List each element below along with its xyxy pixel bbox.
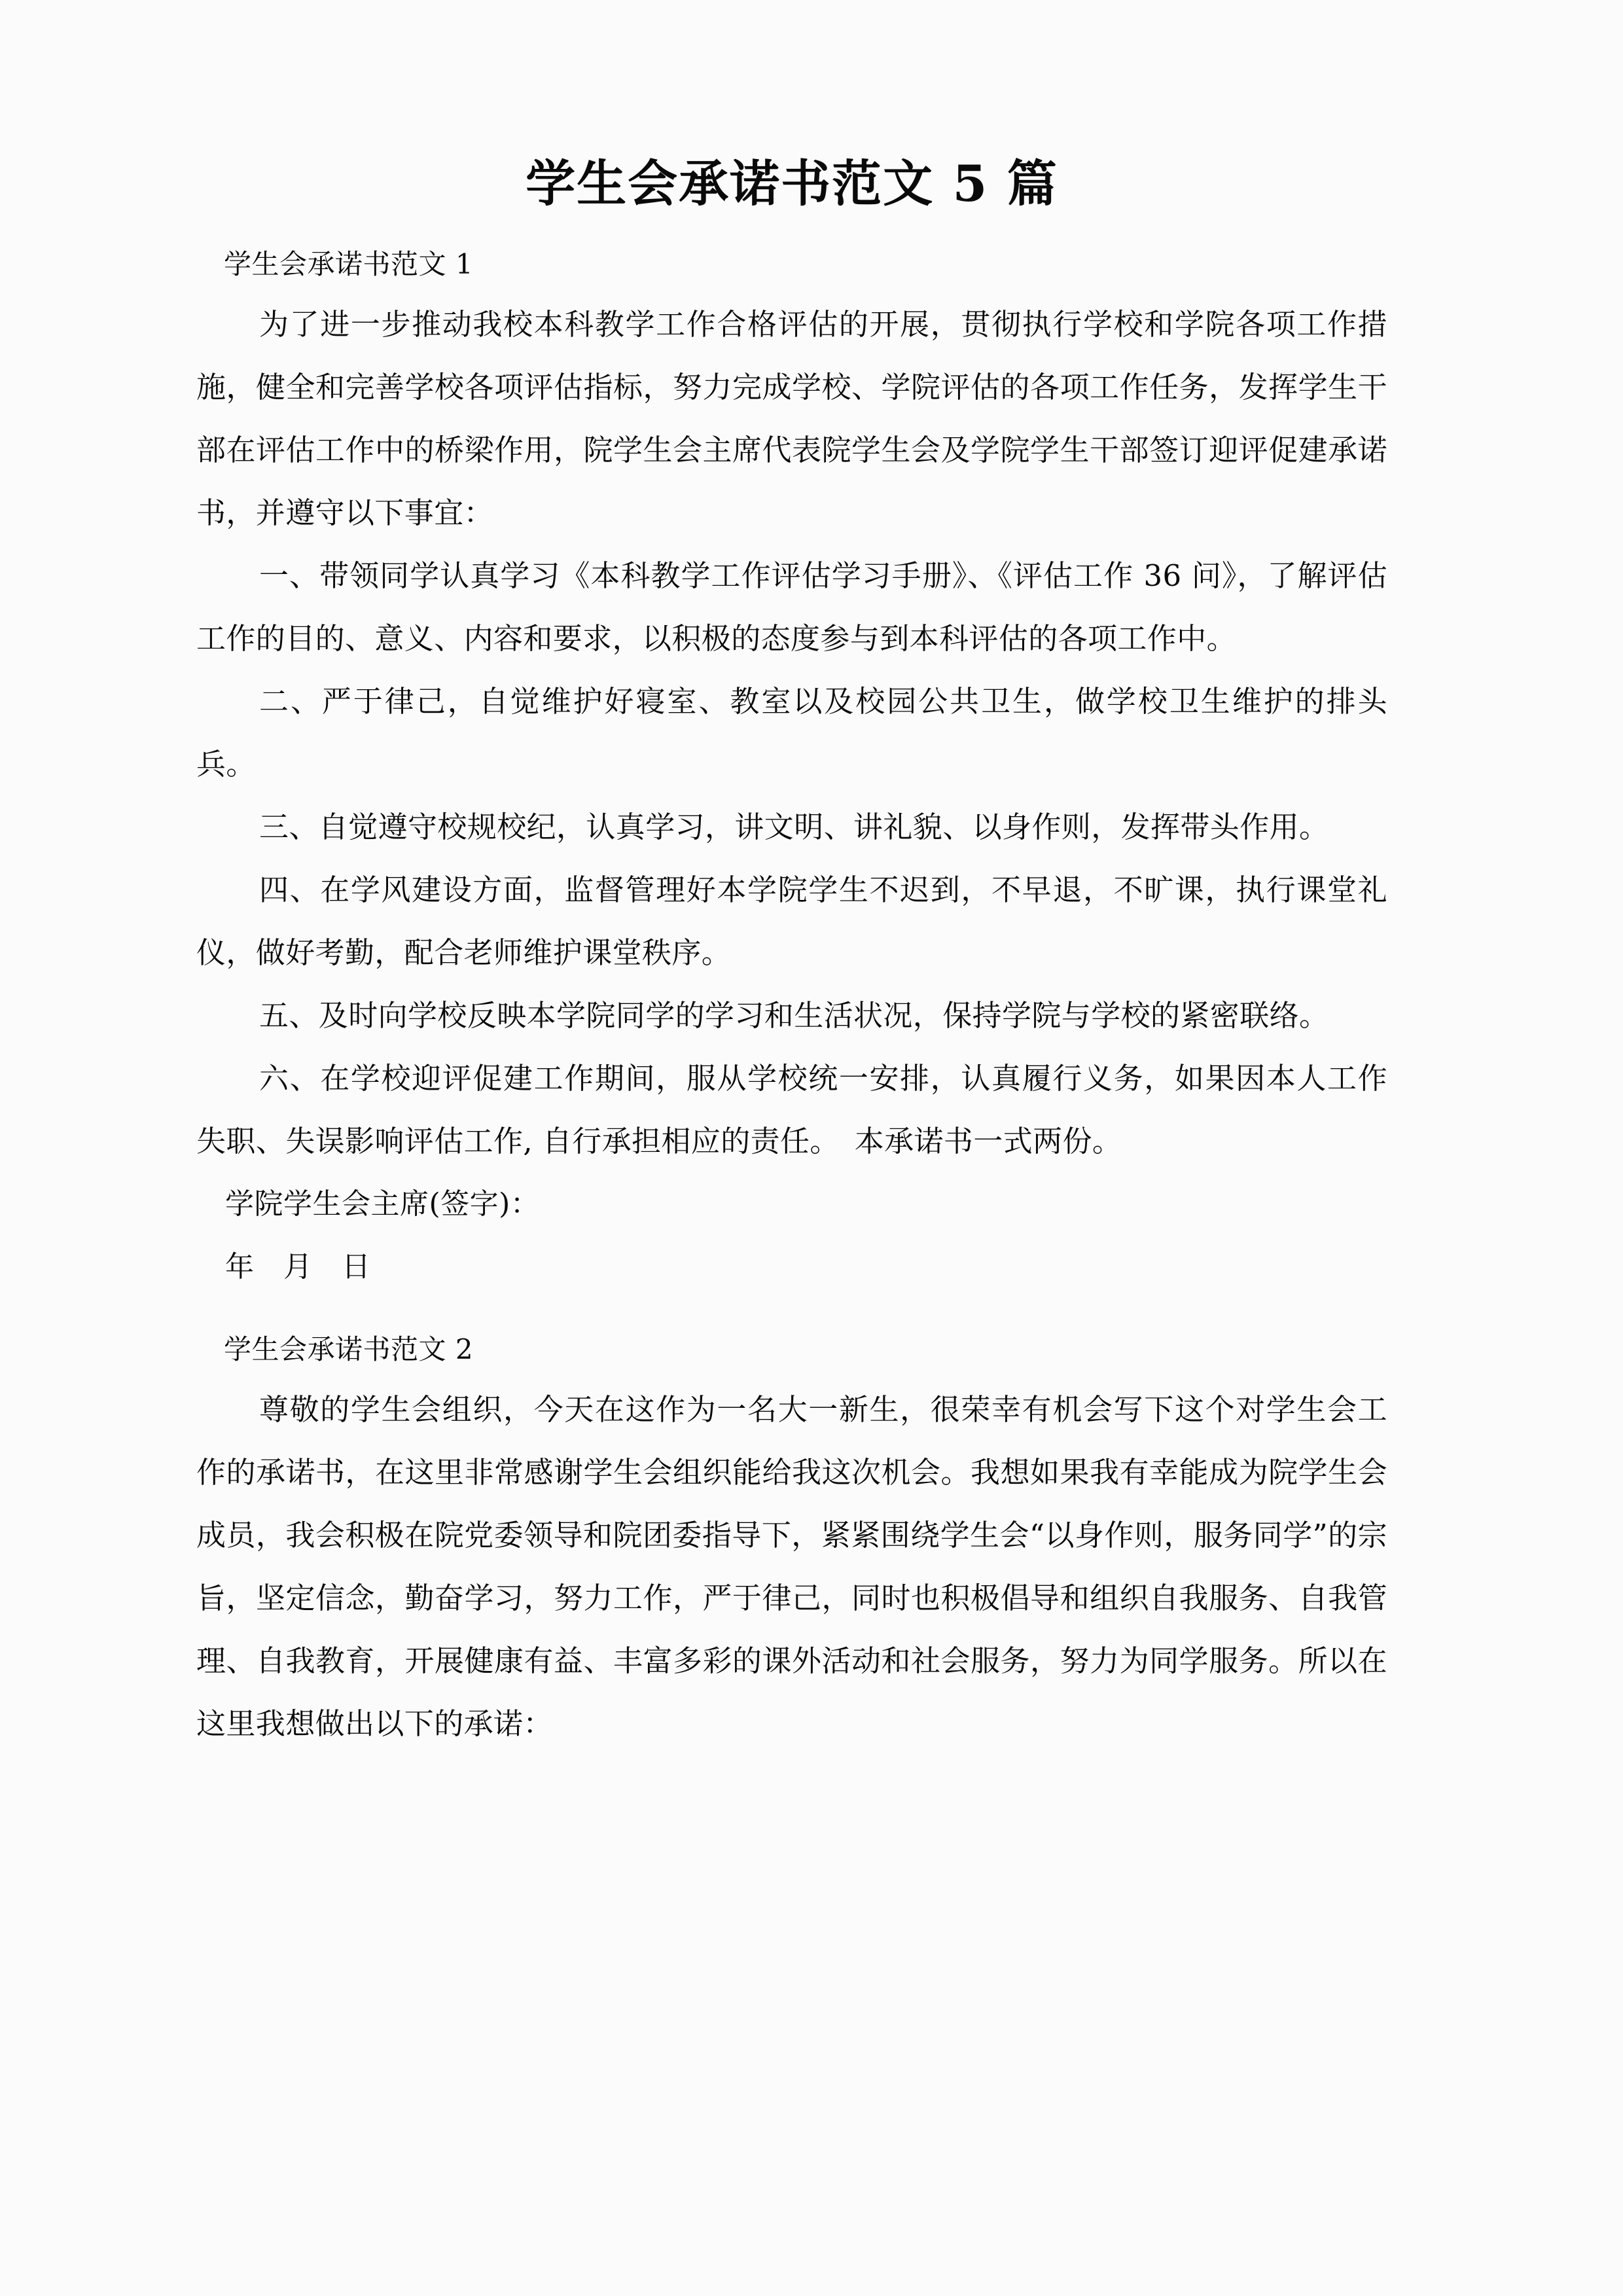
section-1-item-1: 一、带领同学认真学习《本科教学工作评估学习手册》、《评估工作 36 问》，了解评估工作的目的、意义、内容和要求，以积极的态度参与到本科评估的各项工作中。 [196, 558, 1387, 656]
section-heading-2: 学生会承诺书范文 2 [224, 1333, 474, 1365]
section-1-item-4: 四、在学风建设方面，监督管理好本学院学生不迟到，不早退，不旷课，执行课堂礼仪，做好考勤，配合老师维护课堂秩序。 [196, 872, 1387, 970]
section-1-item-5: 五、及时向学校反映本学院同学的学习和生活状况，保持学院与学校的紧密联络。 [259, 997, 1329, 1033]
document-content [196, 0, 1387, 1755]
date-label: 年 月 日 [225, 1249, 371, 1283]
section-1-item-3: 三、自觉遵守校规校纪，认真学习，讲文明、讲礼貌、以身作则，发挥带头作用。 [259, 809, 1329, 844]
section-heading-1: 学生会承诺书范文 1 [224, 247, 474, 280]
section-1-item-2: 二、严于律己，自觉维护好寝室、教室以及校园公共卫生，做学校卫生维护的排头兵。 [196, 683, 1387, 781]
section-1-item-6: 六、在学校迎评促建工作期间，服从学校统一安排，认真履行义务，如果因本人工作失职、失误影响评估工作, 自行承担相应的责任。 本承诺书一式两份。 [196, 1060, 1387, 1158]
page-title: 学生会承诺书范文 5 篇 [526, 154, 1058, 213]
section-1-intro-paragraph: 为了进一步推动我校本科教学工作合格评估的开展，贯彻执行学校和学院各项工作措施，健全和完善学校各项评估指标，努力完成学校、学院评估的各项工作任务，发挥学生干部在评估工作中的桥梁作用，院学生会主席代表院学生会及学院学生干部签订迎评促建承诺书，并遵守以下事宜： [196, 306, 1387, 530]
signature-label: 学院学生会主席(签字)： [225, 1187, 540, 1221]
section-2-intro-paragraph: 尊敬的学生会组织，今天在这作为一名大一新生，很荣幸有机会写下这个对学生会工作的承诺书，在这里非常感谢学生会组织能给我这次机会。我想如果我有幸能成为院学生会成员，我会积极在院党委领导和院团委指导下，紧紧围绕学生会“以身作则，服务同学”的宗旨，坚定信念，勤奋学习，努力工作，严于律己，同时也积极倡导和组织自我服务、自我管理、自我教育，开展健康有益、丰富多彩的课外活动和社会服务，努力为同学服务。所以在这里我想做出以下的承诺： [196, 1391, 1387, 1741]
